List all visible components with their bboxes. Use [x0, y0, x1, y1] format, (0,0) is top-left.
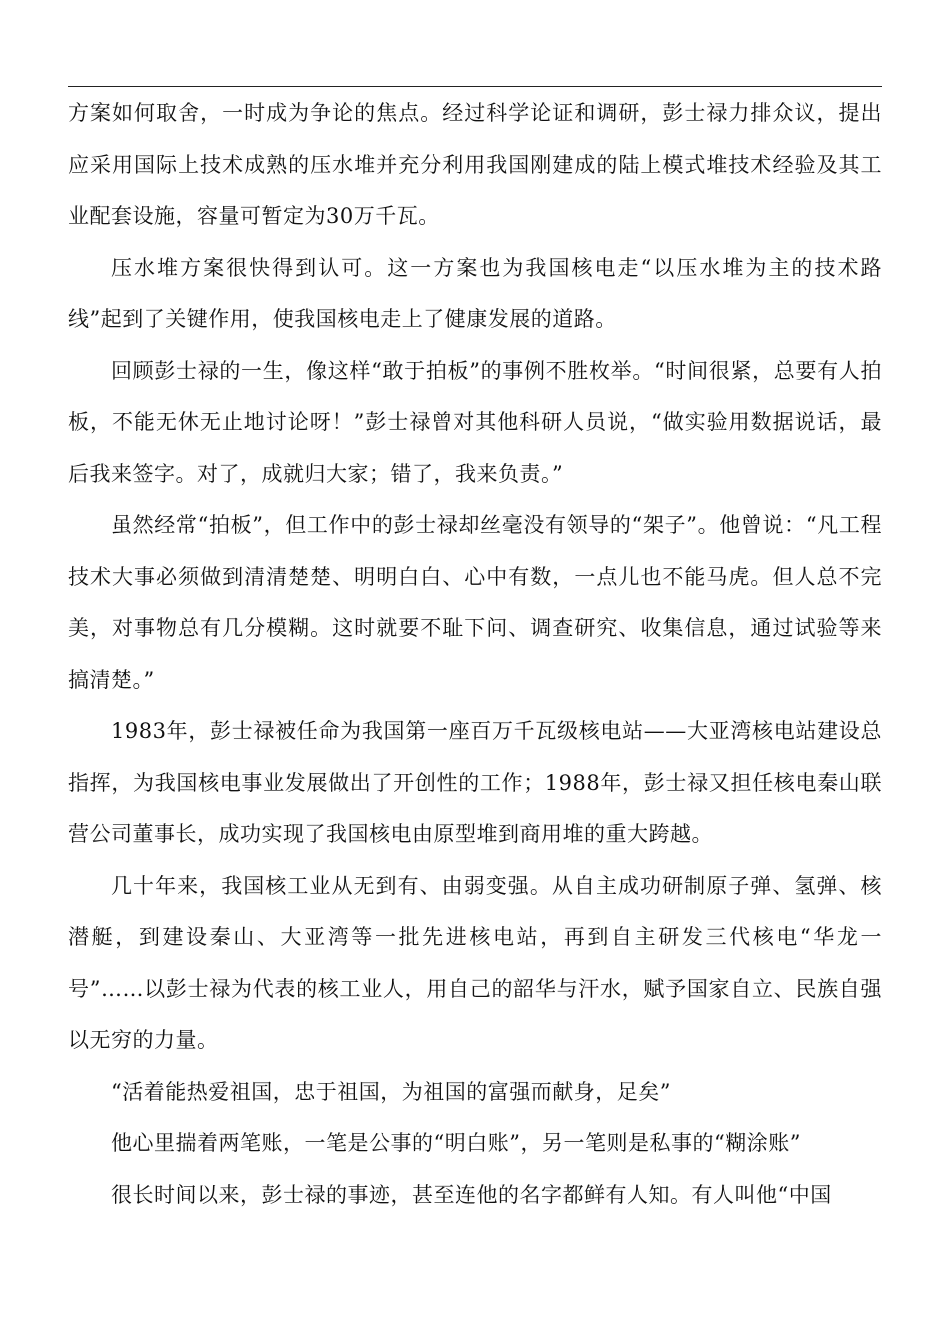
paragraph-3: 回顾彭士禄的一生，像这样“敢于拍板”的事例不胜枚举。“时间很紧，总要有人拍板，不能无休无止地讨论呀！”彭士禄曾对其他科研人员说，“做实验用数据说话，最后我来签字。对了，成就归大家；错了，我来负责。”: [68, 358, 882, 486]
paragraph-6: 几十年来，我国核工业从无到有、由弱变强。从自主成功研制原子弹、氢弹、核潜艇，到建设秦山、大亚湾等一批先进核电站，再到自主研发三代核电“华龙一号”……以彭士禄为代表的核工业人，用自己的韶华与汗水，赋予国家自立、民族自强以无穷的力量。: [68, 873, 882, 1052]
paragraph-5: 1983年，彭士禄被任命为我国第一座百万千瓦级核电站——大亚湾核电站建设总指挥，为我国核电事业发展做出了开创性的工作；1988年，彭士禄又担任核电秦山联营公司董事长，成功实现了我国核电由原型堆到商用堆的重大跨越。: [68, 719, 882, 846]
paragraph-7: 很长时间以来，彭士禄的事迹，甚至连他的名字都鲜有人知。有人叫他“中国: [111, 1182, 832, 1207]
subheading-1: “活着能热爱祖国，忠于祖国，为祖国的富强而献身，足矣”: [111, 1079, 671, 1104]
paragraph-2: 压水堆方案很快得到认可。这一方案也为我国核电走“以压水堆为主的技术路线”起到了关键作用，使我国核电走上了健康发展的道路。: [68, 255, 882, 331]
body-text: [68, 88, 882, 1221]
paragraph-4: 虽然经常“拍板”，但工作中的彭士禄却丝毫没有领导的“架子”。他曾说：“凡工程技术大事必须做到清清楚楚、明明白白、心中有数，一点儿也不能马虎。但人总不完美，对事物总有几分模糊。这时就要不耻下问、调查研究、收集信息，通过试验等来搞清楚。”: [68, 513, 882, 692]
header-rule: [68, 86, 882, 87]
paragraph-1: 方案如何取舍，一时成为争论的焦点。经过科学论证和调研，彭士禄力排众议，提出应采用国际上技术成熟的压水堆并充分利用我国刚建成的陆上模式堆技术经验及其工业配套设施，容量可暂定为30万千瓦。: [68, 101, 882, 228]
subheading-2: 他心里揣着两笔账，一笔是公事的“明白账”，另一笔则是私事的“糊涂账”: [111, 1131, 801, 1155]
